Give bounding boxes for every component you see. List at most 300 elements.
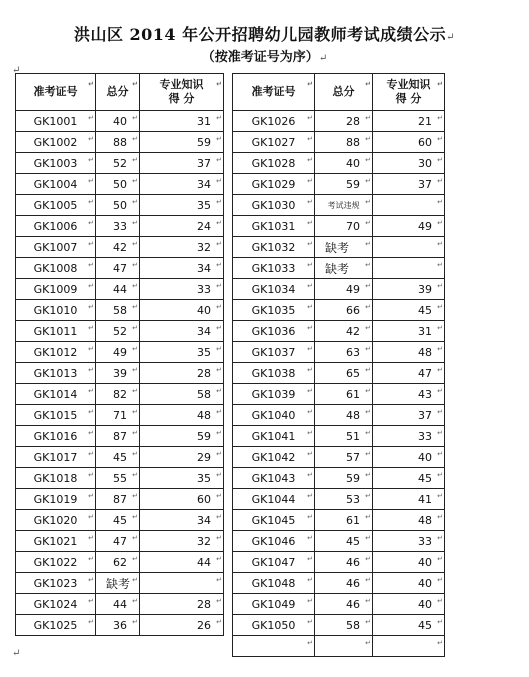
cell-mark-icon: ↵ xyxy=(307,198,313,206)
cell-mark-icon: ↵ xyxy=(307,450,313,458)
professional-score-cell: 31 ↵ xyxy=(373,321,445,342)
header-exam-number: 准考证号 ↵ xyxy=(233,74,315,111)
cell-mark-icon: ↵ xyxy=(132,429,138,437)
total-score-cell: 51 ↵ xyxy=(315,426,373,447)
table-row xyxy=(16,594,224,615)
professional-score-cell: 26 ↵ xyxy=(140,615,224,636)
total-score-cell: 39 ↵ xyxy=(96,363,140,384)
cell-mark-icon: ↵ xyxy=(88,576,94,584)
cell-mark-icon: ↵ xyxy=(216,471,222,479)
total-score-cell: 88 ↵ xyxy=(96,132,140,153)
professional-score-cell xyxy=(373,237,445,258)
total-score-cell: 33 ↵ xyxy=(96,216,140,237)
professional-score-cell xyxy=(373,636,445,657)
cell-mark-icon: ↵ xyxy=(365,618,371,626)
table-row xyxy=(233,510,445,531)
professional-score-cell: 34 ↵ xyxy=(140,258,224,279)
table-row xyxy=(233,300,445,321)
exam-number-cell: GK1041 ↵ xyxy=(233,426,315,447)
cell-mark-icon: ↵ xyxy=(216,324,222,332)
professional-score-cell: 24 ↵ xyxy=(140,216,224,237)
cell-mark-icon: ↵ xyxy=(88,303,94,311)
table-row xyxy=(16,342,224,363)
cell-mark-icon: ↵ xyxy=(132,324,138,332)
exam-number-cell: GK1037 ↵ xyxy=(233,342,315,363)
cell-mark-icon: ↵ xyxy=(437,492,443,500)
cell-mark-icon: ↵ xyxy=(307,387,313,395)
cell-mark-icon: ↵ xyxy=(437,303,443,311)
exam-number-cell: GK1045 ↵ xyxy=(233,510,315,531)
professional-score-cell: 32 ↵ xyxy=(140,237,224,258)
exam-number-cell: GK1024 ↵ xyxy=(16,594,96,615)
exam-number-cell: GK1013 ↵ xyxy=(16,363,96,384)
table-row xyxy=(16,573,224,594)
cell-mark-icon: ↵ xyxy=(132,261,138,269)
cell-mark-icon: ↵ xyxy=(132,282,138,290)
professional-score-cell: 33 ↵ xyxy=(373,531,445,552)
table-row xyxy=(16,321,224,342)
professional-score-cell: 58 ↵ xyxy=(140,384,224,405)
paragraph-mark-icon: ↵ xyxy=(12,648,21,659)
table-row xyxy=(233,552,445,573)
exam-number-cell: GK1027 ↵ xyxy=(233,132,315,153)
professional-score-cell: 30 ↵ xyxy=(373,153,445,174)
total-score-cell: 46 ↵ xyxy=(315,594,373,615)
cell-mark-icon: ↵ xyxy=(437,471,443,479)
total-score-cell: 58 ↵ xyxy=(315,615,373,636)
total-score-cell: 50 ↵ xyxy=(96,195,140,216)
table-row xyxy=(16,237,224,258)
cell-mark-icon: ↵ xyxy=(307,135,313,143)
exam-number-cell: GK1011 ↵ xyxy=(16,321,96,342)
professional-score-cell: 45 ↵ xyxy=(373,615,445,636)
cell-mark-icon: ↵ xyxy=(437,597,443,605)
cell-mark-icon: ↵ xyxy=(88,534,94,542)
total-score-cell: 49 ↵ xyxy=(315,279,373,300)
total-score-cell xyxy=(315,636,373,657)
cell-mark-icon: ↵ xyxy=(437,240,443,248)
cell-mark-icon: ↵ xyxy=(307,282,313,290)
table-row xyxy=(16,216,224,237)
total-score-cell: 44 ↵ xyxy=(96,594,140,615)
cell-mark-icon: ↵ xyxy=(365,156,371,164)
table-row xyxy=(233,615,445,636)
cell-mark-icon: ↵ xyxy=(307,618,313,626)
exam-number-cell: GK1040 ↵ xyxy=(233,405,315,426)
total-score-cell: 52 ↵ xyxy=(96,153,140,174)
professional-score-cell: 48 ↵ xyxy=(373,342,445,363)
table-row xyxy=(233,237,445,258)
cell-mark-icon: ↵ xyxy=(216,240,222,248)
cell-mark-icon: ↵ xyxy=(216,555,222,563)
cell-mark-icon: ↵ xyxy=(88,198,94,206)
cell-mark-icon: ↵ xyxy=(216,177,222,185)
professional-score-cell xyxy=(140,573,224,594)
professional-score-cell xyxy=(373,258,445,279)
exam-number-cell: GK1010 ↵ xyxy=(16,300,96,321)
table-row xyxy=(233,405,445,426)
exam-number-cell: GK1014 ↵ xyxy=(16,384,96,405)
cell-mark-icon: ↵ xyxy=(365,513,371,521)
cell-mark-icon: ↵ xyxy=(307,555,313,563)
cell-mark-icon: ↵ xyxy=(88,618,94,626)
total-score-cell: 63 ↵ xyxy=(315,342,373,363)
table-row xyxy=(16,468,224,489)
professional-score-cell: 37 ↵ xyxy=(373,405,445,426)
exam-number-cell: GK1036 ↵ xyxy=(233,321,315,342)
cell-mark-icon: ↵ xyxy=(307,240,313,248)
cell-mark-icon: ↵ xyxy=(88,114,94,122)
cell-mark-icon: ↵ xyxy=(132,471,138,479)
total-score-cell: 缺考 ↵ xyxy=(315,258,373,279)
table-row xyxy=(16,510,224,531)
cell-mark-icon: ↵ xyxy=(88,555,94,563)
header-total-score: 总分 ↵ xyxy=(315,74,373,111)
table-row xyxy=(233,195,445,216)
cell-mark-icon: ↵ xyxy=(88,450,94,458)
table-row xyxy=(16,300,224,321)
cell-mark-icon: ↵ xyxy=(365,324,371,332)
total-score-cell: 46 ↵ xyxy=(315,552,373,573)
cell-mark-icon: ↵ xyxy=(88,471,94,479)
total-score-cell: 49 ↵ xyxy=(96,342,140,363)
cell-mark-icon: ↵ xyxy=(437,429,443,437)
cell-mark-icon: ↵ xyxy=(132,597,138,605)
cell-mark-icon: ↵ xyxy=(132,555,138,563)
cell-mark-icon: ↵ xyxy=(132,408,138,416)
cell-mark-icon: ↵ xyxy=(307,513,313,521)
table-header-row xyxy=(16,74,224,111)
professional-score-cell: 40 ↵ xyxy=(140,300,224,321)
cell-mark-icon: ↵ xyxy=(437,345,443,353)
total-score-cell: 缺考 ↵ xyxy=(96,573,140,594)
cell-mark-icon: ↵ xyxy=(132,198,138,206)
cell-mark-icon: ↵ xyxy=(88,219,94,227)
exam-number-cell: GK1021 ↵ xyxy=(16,531,96,552)
cell-mark-icon: ↵ xyxy=(365,219,371,227)
total-score-cell: 88 ↵ xyxy=(315,132,373,153)
exam-number-cell: GK1016 ↵ xyxy=(16,426,96,447)
cell-mark-icon: ↵ xyxy=(88,408,94,416)
total-score-cell: 45 ↵ xyxy=(96,510,140,531)
cell-mark-icon: ↵ xyxy=(365,408,371,416)
total-score-cell: 71 ↵ xyxy=(96,405,140,426)
professional-score-cell: 37 ↵ xyxy=(373,174,445,195)
cell-mark-icon: ↵ xyxy=(307,408,313,416)
table-row xyxy=(233,153,445,174)
cell-mark-icon: ↵ xyxy=(88,387,94,395)
professional-score-cell: 29 ↵ xyxy=(140,447,224,468)
table-row xyxy=(233,174,445,195)
table-row xyxy=(16,363,224,384)
total-score-cell: 65 ↵ xyxy=(315,363,373,384)
cell-mark-icon: ↵ xyxy=(307,261,313,269)
exam-number-cell: GK1006 ↵ xyxy=(16,216,96,237)
cell-mark-icon: ↵ xyxy=(307,219,313,227)
professional-score-cell: 48 ↵ xyxy=(373,510,445,531)
cell-mark-icon: ↵ xyxy=(307,597,313,605)
cell-mark-icon: ↵ xyxy=(437,387,443,395)
professional-score-cell: 39 ↵ xyxy=(373,279,445,300)
cell-mark-icon: ↵ xyxy=(307,345,313,353)
table-row xyxy=(16,132,224,153)
professional-score-cell: 40 ↵ xyxy=(373,447,445,468)
exam-number-cell: GK1049 ↵ xyxy=(233,594,315,615)
cell-mark-icon: ↵ xyxy=(365,366,371,374)
scores-table-left xyxy=(15,73,224,636)
professional-score-cell: 35 ↵ xyxy=(140,195,224,216)
exam-number-cell: GK1023 ↵ xyxy=(16,573,96,594)
total-score-cell: 42 ↵ xyxy=(96,237,140,258)
table-row xyxy=(16,426,224,447)
table-row xyxy=(233,384,445,405)
cell-mark-icon: ↵ xyxy=(365,576,371,584)
cell-mark-icon: ↵ xyxy=(365,240,371,248)
cell-mark-icon: ↵ xyxy=(365,135,371,143)
cell-mark-icon: ↵ xyxy=(216,303,222,311)
exam-number-cell: GK1034 ↵ xyxy=(233,279,315,300)
cell-mark-icon: ↵ xyxy=(132,450,138,458)
cell-mark-icon: ↵ xyxy=(437,639,443,647)
header-professional-score: 专业知识 得 分 ↵ xyxy=(373,74,445,111)
cell-mark-icon: ↵ xyxy=(216,156,222,164)
cell-mark-icon: ↵ xyxy=(132,345,138,353)
professional-score-cell: 34 ↵ xyxy=(140,174,224,195)
table-row xyxy=(233,111,445,132)
total-score-cell: 47 ↵ xyxy=(96,531,140,552)
cell-mark-icon: ↵ xyxy=(307,471,313,479)
total-score-cell: 47 ↵ xyxy=(96,258,140,279)
professional-score-cell: 21 ↵ xyxy=(373,111,445,132)
professional-score-cell: 28 ↵ xyxy=(140,594,224,615)
cell-mark-icon: ↵ xyxy=(88,324,94,332)
cell-mark-icon: ↵ xyxy=(216,576,222,584)
table-row xyxy=(16,153,224,174)
cell-mark-icon: ↵ xyxy=(216,450,222,458)
professional-score-cell: 45 ↵ xyxy=(373,468,445,489)
cell-mark-icon: ↵ xyxy=(365,450,371,458)
cell-mark-icon: ↵ xyxy=(365,261,371,269)
cell-mark-icon: ↵ xyxy=(365,429,371,437)
professional-score-cell: 60 ↵ xyxy=(373,132,445,153)
total-score-cell: 58 ↵ xyxy=(96,300,140,321)
cell-mark-icon: ↵ xyxy=(88,177,94,185)
cell-mark-icon: ↵ xyxy=(216,597,222,605)
exam-number-cell: GK1009 ↵ xyxy=(16,279,96,300)
total-score-cell: 61 ↵ xyxy=(315,510,373,531)
table-row xyxy=(233,426,445,447)
exam-number-cell: GK1017 ↵ xyxy=(16,447,96,468)
cell-mark-icon: ↵ xyxy=(307,156,313,164)
exam-number-cell: GK1050 ↵ xyxy=(233,615,315,636)
paragraph-mark-icon: ↵ xyxy=(446,32,456,43)
exam-number-cell: GK1012 ↵ xyxy=(16,342,96,363)
total-score-cell: 36 ↵ xyxy=(96,615,140,636)
professional-score-cell: 49 ↵ xyxy=(373,216,445,237)
cell-mark-icon: ↵ xyxy=(216,135,222,143)
total-score-cell: 87 ↵ xyxy=(96,426,140,447)
exam-number-cell: GK1048 ↵ xyxy=(233,573,315,594)
professional-score-cell: 33 ↵ xyxy=(140,279,224,300)
cell-mark-icon: ↵ xyxy=(365,471,371,479)
cell-mark-icon: ↵ xyxy=(437,450,443,458)
cell-mark-icon: ↵ xyxy=(437,534,443,542)
cell-mark-icon: ↵ xyxy=(365,177,371,185)
professional-score-cell: 60 ↵ xyxy=(140,489,224,510)
exam-number-cell: GK1031 ↵ xyxy=(233,216,315,237)
professional-score-cell: 32 ↵ xyxy=(140,531,224,552)
professional-score-cell: 31 ↵ xyxy=(140,111,224,132)
cell-mark-icon: ↵ xyxy=(365,303,371,311)
total-score-cell: 46 ↵ xyxy=(315,573,373,594)
cell-mark-icon: ↵ xyxy=(88,135,94,143)
total-score-cell: 44 ↵ xyxy=(96,279,140,300)
total-score-cell: 40 ↵ xyxy=(96,111,140,132)
exam-number-cell: GK1046 ↵ xyxy=(233,531,315,552)
cell-mark-icon: ↵ xyxy=(88,282,94,290)
cell-mark-icon: ↵ xyxy=(365,345,371,353)
table-row xyxy=(16,384,224,405)
table-row xyxy=(16,258,224,279)
table-row xyxy=(233,279,445,300)
cell-mark-icon: ↵ xyxy=(216,513,222,521)
cell-mark-icon: ↵ xyxy=(216,345,222,353)
table-row xyxy=(233,468,445,489)
cell-mark-icon: ↵ xyxy=(216,219,222,227)
total-score-cell: 55 ↵ xyxy=(96,468,140,489)
professional-score-cell: 47 ↵ xyxy=(373,363,445,384)
cell-mark-icon: ↵ xyxy=(365,555,371,563)
exam-number-cell: GK1026 ↵ xyxy=(233,111,315,132)
cell-mark-icon: ↵ xyxy=(307,366,313,374)
cell-mark-icon: ↵ xyxy=(437,282,443,290)
professional-score-cell: 45 ↵ xyxy=(373,300,445,321)
table-row xyxy=(233,573,445,594)
cell-mark-icon: ↵ xyxy=(88,366,94,374)
total-score-cell: 62 ↵ xyxy=(96,552,140,573)
cell-mark-icon: ↵ xyxy=(132,303,138,311)
cell-mark-icon: ↵ xyxy=(132,114,138,122)
table-row xyxy=(16,279,224,300)
cell-mark-icon: ↵ xyxy=(88,597,94,605)
cell-mark-icon: ↵ xyxy=(437,513,443,521)
exam-number-cell: GK1015 ↵ xyxy=(16,405,96,426)
cell-mark-icon: ↵ xyxy=(307,534,313,542)
professional-score-cell: 40 ↵ xyxy=(373,573,445,594)
table-row xyxy=(16,195,224,216)
cell-mark-icon: ↵ xyxy=(132,576,138,584)
table-row xyxy=(233,216,445,237)
table-row xyxy=(16,447,224,468)
table-row xyxy=(233,342,445,363)
cell-mark-icon: ↵ xyxy=(437,198,443,206)
cell-mark-icon: ↵ xyxy=(307,324,313,332)
exam-number-cell: GK1025 ↵ xyxy=(16,615,96,636)
total-score-cell: 61 ↵ xyxy=(315,384,373,405)
cell-mark-icon: ↵ xyxy=(437,618,443,626)
cell-mark-icon: ↵ xyxy=(132,513,138,521)
table-row xyxy=(233,447,445,468)
cell-mark-icon: ↵ xyxy=(437,114,443,122)
header-total-score: 总分 ↵ xyxy=(96,74,140,111)
exam-number-cell: GK1038 ↵ xyxy=(233,363,315,384)
subtitle-text: （按准考证号为序） xyxy=(201,50,319,65)
cell-mark-icon: ↵ xyxy=(437,408,443,416)
exam-number-cell xyxy=(233,636,315,657)
professional-score-cell: 41 ↵ xyxy=(373,489,445,510)
professional-score-cell: 34 ↵ xyxy=(140,510,224,531)
paragraph-mark-icon: ↵ xyxy=(318,53,328,64)
exam-number-cell: GK1035 ↵ xyxy=(233,300,315,321)
cell-mark-icon: ↵ xyxy=(216,366,222,374)
cell-mark-icon: ↵ xyxy=(88,513,94,521)
cell-mark-icon: ↵ xyxy=(132,366,138,374)
cell-mark-icon: ↵ xyxy=(216,387,222,395)
cell-mark-icon: ↵ xyxy=(216,282,222,290)
professional-score-cell: 59 ↵ xyxy=(140,426,224,447)
cell-mark-icon: ↵ xyxy=(88,492,94,500)
cell-mark-icon: ↵ xyxy=(132,177,138,185)
table-row xyxy=(233,594,445,615)
table-row xyxy=(233,321,445,342)
page-subtitle xyxy=(0,46,529,65)
cell-mark-icon: ↵ xyxy=(437,177,443,185)
cell-mark-icon: ↵ xyxy=(437,324,443,332)
total-score-cell: 28 ↵ xyxy=(315,111,373,132)
cell-mark-icon: ↵ xyxy=(216,408,222,416)
total-score-cell: 82 ↵ xyxy=(96,384,140,405)
cell-mark-icon: ↵ xyxy=(216,261,222,269)
page-title xyxy=(0,22,529,45)
professional-score-cell: 35 ↵ xyxy=(140,468,224,489)
total-score-cell: 66 ↵ xyxy=(315,300,373,321)
exam-number-cell: GK1002 ↵ xyxy=(16,132,96,153)
professional-score-cell: 40 ↵ xyxy=(373,552,445,573)
table-row xyxy=(233,489,445,510)
total-score-cell: 42 ↵ xyxy=(315,321,373,342)
professional-score-cell: 43 ↵ xyxy=(373,384,445,405)
exam-number-cell: GK1007 ↵ xyxy=(16,237,96,258)
exam-number-cell: GK1003 ↵ xyxy=(16,153,96,174)
cell-mark-icon: ↵ xyxy=(365,198,371,206)
exam-number-cell: GK1039 ↵ xyxy=(233,384,315,405)
exam-number-cell: GK1032 ↵ xyxy=(233,237,315,258)
exam-number-cell: GK1028 ↵ xyxy=(233,153,315,174)
total-score-cell: 87 ↵ xyxy=(96,489,140,510)
table-row xyxy=(233,363,445,384)
exam-number-cell: GK1018 ↵ xyxy=(16,468,96,489)
cell-mark-icon: ↵ xyxy=(307,177,313,185)
total-score-cell: 59 ↵ xyxy=(315,468,373,489)
table-row xyxy=(16,405,224,426)
table-row xyxy=(233,132,445,153)
cell-mark-icon: ↵ xyxy=(132,618,138,626)
table-row xyxy=(16,615,224,636)
cell-mark-icon: ↵ xyxy=(307,639,313,647)
professional-score-cell: 34 ↵ xyxy=(140,321,224,342)
exam-number-cell: GK1042 ↵ xyxy=(233,447,315,468)
total-score-cell: 70 ↵ xyxy=(315,216,373,237)
professional-score-cell: 40 ↵ xyxy=(373,594,445,615)
exam-number-cell: GK1022 ↵ xyxy=(16,552,96,573)
table-row xyxy=(16,489,224,510)
table-row xyxy=(16,174,224,195)
professional-score-cell: 33 ↵ xyxy=(373,426,445,447)
total-score-cell: 52 ↵ xyxy=(96,321,140,342)
cell-mark-icon: ↵ xyxy=(216,618,222,626)
professional-score-cell xyxy=(373,195,445,216)
scores-table-right xyxy=(232,73,445,657)
